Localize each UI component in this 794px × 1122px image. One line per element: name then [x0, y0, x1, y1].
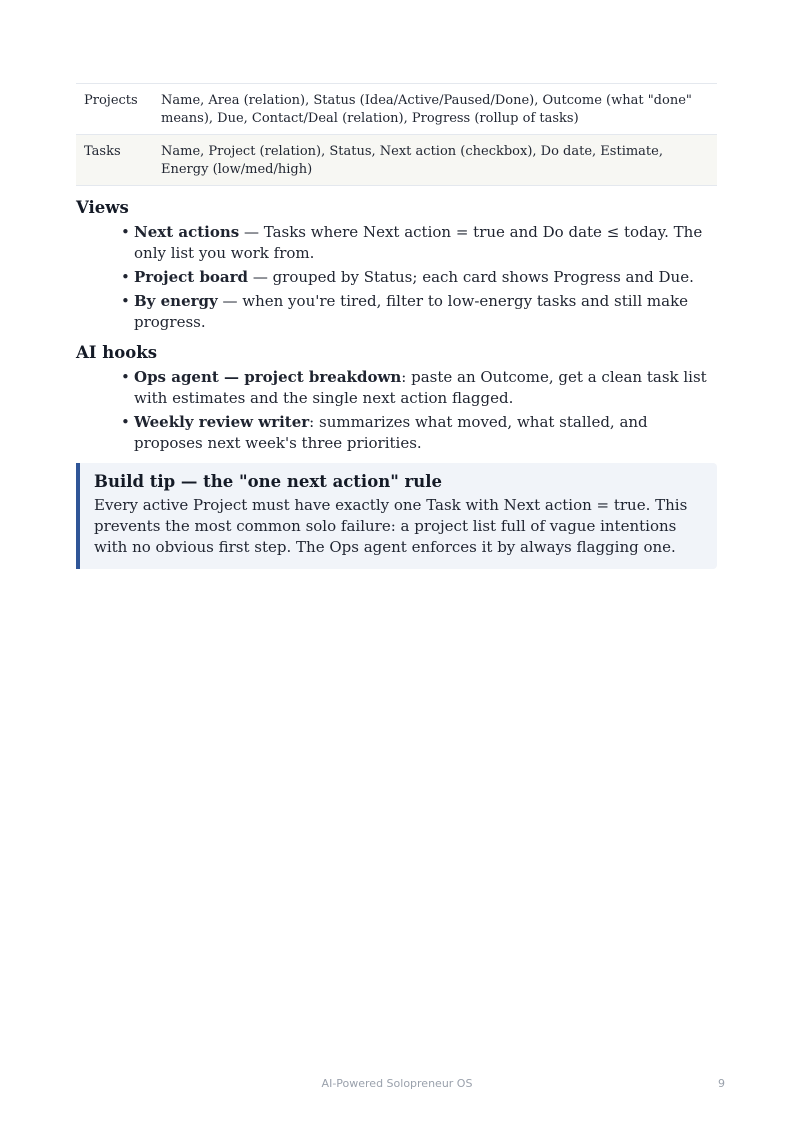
bullet-icon: • — [121, 223, 130, 241]
list-item — [121, 222, 717, 264]
page-content — [76, 83, 717, 569]
views-list — [76, 222, 717, 333]
list-item-text: — when you're tired, filter to low-energy tasks and still make progress. — [134, 292, 689, 331]
list-item — [121, 291, 717, 333]
ai-hooks-heading: AI hooks — [76, 343, 157, 362]
list-item — [121, 267, 717, 288]
list-item-label: By energy — [134, 292, 218, 310]
list-item-text: — grouped by Status; each card shows Progress and Due. — [248, 268, 694, 286]
list-item-label: Ops agent — project breakdown — [134, 368, 402, 386]
callout-title: Build tip — the "one next action" rule — [94, 472, 442, 491]
table-cell-name: Tasks — [84, 144, 121, 159]
list-item-label: Weekly review writer — [134, 413, 310, 431]
list-item-text: : summarizes what moved, what stalled, and proposes next week's three priorities. — [134, 413, 648, 452]
list-item-label: Project board — [134, 268, 249, 286]
views-heading: Views — [76, 198, 129, 217]
database-schema-table — [76, 83, 717, 186]
footer-document-title: AI-Powered Solopreneur OS — [321, 1077, 473, 1090]
footer-page-number: 9 — [718, 1077, 725, 1090]
bullet-icon: • — [121, 368, 130, 386]
callout-body: Every active Project must have exactly one Task with Next action = true. This prevents the most common solo failure: a project list full of vague intentions with no obvious first step. The Ops agent enforces it by always flagging one. — [94, 496, 688, 556]
table-row — [76, 135, 717, 186]
bullet-icon: • — [121, 268, 130, 286]
table-cell-fields: Name, Project (relation), Status, Next action (checkbox), Do date, Estimate, Energy (low/med/high) — [161, 144, 663, 177]
bullet-icon: • — [121, 413, 130, 431]
build-tip-callout — [76, 463, 717, 569]
table-cell-name: Projects — [84, 93, 138, 108]
ai-hooks-list — [76, 367, 717, 454]
table-cell-fields: Name, Area (relation), Status (Idea/Active/Paused/Done), Outcome (what "done" means), Due, Contact/Deal (relation), Progress (rollup of tasks) — [161, 93, 692, 126]
list-item — [121, 412, 717, 454]
list-item-text: : paste an Outcome, get a clean task list with estimates and the single next action flagged. — [134, 368, 707, 407]
list-item-label: Next actions — [134, 223, 240, 241]
list-item — [121, 367, 717, 409]
list-item-text: — Tasks where Next action = true and Do date ≤ today. The only list you work from. — [134, 223, 703, 262]
bullet-icon: • — [121, 292, 130, 310]
table-row — [76, 84, 717, 135]
